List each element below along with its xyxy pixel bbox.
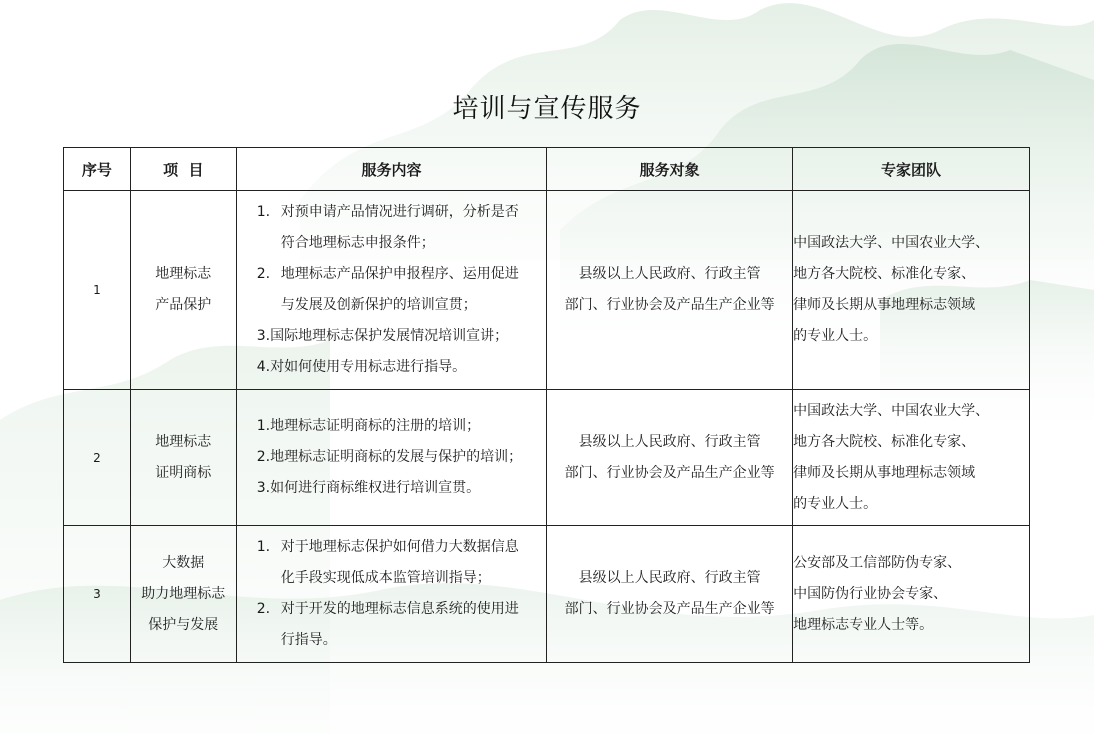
expert-line: 的专业人士。 bbox=[793, 328, 878, 344]
target-line: 部门、行业协会及产品生产企业等 bbox=[564, 297, 775, 313]
content-item bbox=[257, 532, 536, 594]
table-header-row bbox=[64, 148, 1030, 191]
header-project: 项 目 bbox=[130, 148, 236, 191]
expert-line: 中国防伪行业协会专家、 bbox=[793, 585, 948, 602]
content-item bbox=[257, 473, 536, 504]
project-line: 地理标志 bbox=[155, 433, 212, 450]
content-line: 对预申请产品情况进行调研，分析是否 bbox=[280, 204, 519, 220]
target-cell bbox=[547, 390, 793, 526]
content-item bbox=[257, 594, 536, 656]
table-row bbox=[64, 191, 1030, 390]
header-target: 服务对象 bbox=[547, 148, 793, 191]
experts-cell bbox=[793, 526, 1030, 663]
project-line: 保护与发展 bbox=[148, 616, 219, 633]
target-line: 部门、行业协会及产品生产企业等 bbox=[564, 601, 775, 617]
project-line: 证明商标 bbox=[155, 464, 212, 481]
content-line: 与发展及创新保护的培训宣贯； bbox=[280, 297, 477, 313]
content-line: 国际地理标志保护发展情况培训宣讲； bbox=[270, 328, 509, 344]
header-experts: 专家团队 bbox=[793, 148, 1030, 191]
content-line: 对于开发的地理标志信息系统的使用进 bbox=[280, 601, 519, 617]
expert-line: 地方各大院校、标准化专家、 bbox=[793, 266, 976, 282]
content-line: 行指导。 bbox=[280, 632, 337, 648]
project-line: 地理标志 bbox=[155, 266, 212, 282]
content-line: 如何进行商标维权进行培训宣贯。 bbox=[270, 480, 481, 496]
expert-line: 地方各大院校、标准化专家、 bbox=[793, 433, 976, 450]
target-line: 部门、行业协会及产品生产企业等 bbox=[564, 464, 775, 481]
target-line: 县级以上人民政府、行政主管 bbox=[578, 266, 761, 282]
row-number: 3 bbox=[64, 526, 131, 663]
project-line: 大数据 bbox=[162, 554, 205, 571]
content-line: 对如何使用专用标志进行指导。 bbox=[270, 359, 467, 375]
header-seq: 序号 bbox=[64, 148, 131, 191]
item-number: 1. bbox=[256, 418, 271, 434]
page-title: 培训与宣传服务 bbox=[452, 94, 642, 124]
content-item bbox=[257, 442, 536, 473]
item-number: 4. bbox=[256, 359, 271, 375]
target-line: 县级以上人民政府、行政主管 bbox=[578, 570, 761, 586]
project-cell bbox=[130, 390, 236, 526]
expert-line: 律师及长期从事地理标志领域 bbox=[793, 464, 976, 481]
experts-cell bbox=[793, 191, 1030, 390]
item-number: 2. bbox=[256, 601, 271, 617]
content-item bbox=[257, 321, 536, 352]
content-item bbox=[257, 259, 536, 321]
expert-line: 中国政法大学、中国农业大学、 bbox=[793, 402, 990, 419]
item-number: 2. bbox=[256, 449, 271, 465]
content-line: 化手段实现低成本监管培训指导； bbox=[280, 570, 491, 586]
table-row bbox=[64, 526, 1030, 663]
content-line: 地理标志证明商标的发展与保护的培训； bbox=[270, 449, 523, 465]
item-number: 3. bbox=[256, 480, 271, 496]
project-line: 产品保护 bbox=[155, 297, 212, 313]
content-line: 地理标志产品保护申报程序、运用促进 bbox=[280, 266, 519, 282]
table-row bbox=[64, 390, 1030, 526]
project-cell bbox=[130, 526, 236, 663]
expert-line: 中国政法大学、中国农业大学、 bbox=[793, 235, 990, 251]
service-table bbox=[63, 147, 1030, 663]
content-line: 对于地理标志保护如何借力大数据信息 bbox=[280, 539, 519, 555]
item-number: 2. bbox=[256, 266, 271, 282]
content-cell bbox=[236, 526, 546, 663]
project-cell bbox=[130, 191, 236, 390]
target-cell bbox=[547, 191, 793, 390]
expert-line: 公安部及工信部防伪专家、 bbox=[793, 554, 962, 571]
content-item bbox=[257, 197, 536, 259]
content-cell bbox=[236, 191, 546, 390]
expert-line: 律师及长期从事地理标志领域 bbox=[793, 297, 976, 313]
item-number: 1. bbox=[256, 204, 271, 220]
content-item bbox=[257, 352, 536, 383]
experts-cell bbox=[793, 390, 1030, 526]
project-line: 助力地理标志 bbox=[141, 585, 226, 602]
expert-line: 的专业人士。 bbox=[793, 495, 878, 512]
item-number: 3. bbox=[256, 328, 271, 344]
target-line: 县级以上人民政府、行政主管 bbox=[578, 433, 761, 450]
row-number: 2 bbox=[64, 390, 131, 526]
content-cell bbox=[236, 390, 546, 526]
content-line: 符合地理标志申报条件； bbox=[280, 235, 435, 251]
expert-line: 地理标志专业人士等。 bbox=[793, 616, 934, 633]
target-cell bbox=[547, 526, 793, 663]
header-content: 服务内容 bbox=[236, 148, 546, 191]
content-line: 地理标志证明商标的注册的培训； bbox=[270, 418, 481, 434]
item-number: 1. bbox=[256, 539, 271, 555]
row-number: 1 bbox=[64, 191, 131, 390]
content-item bbox=[257, 411, 536, 442]
